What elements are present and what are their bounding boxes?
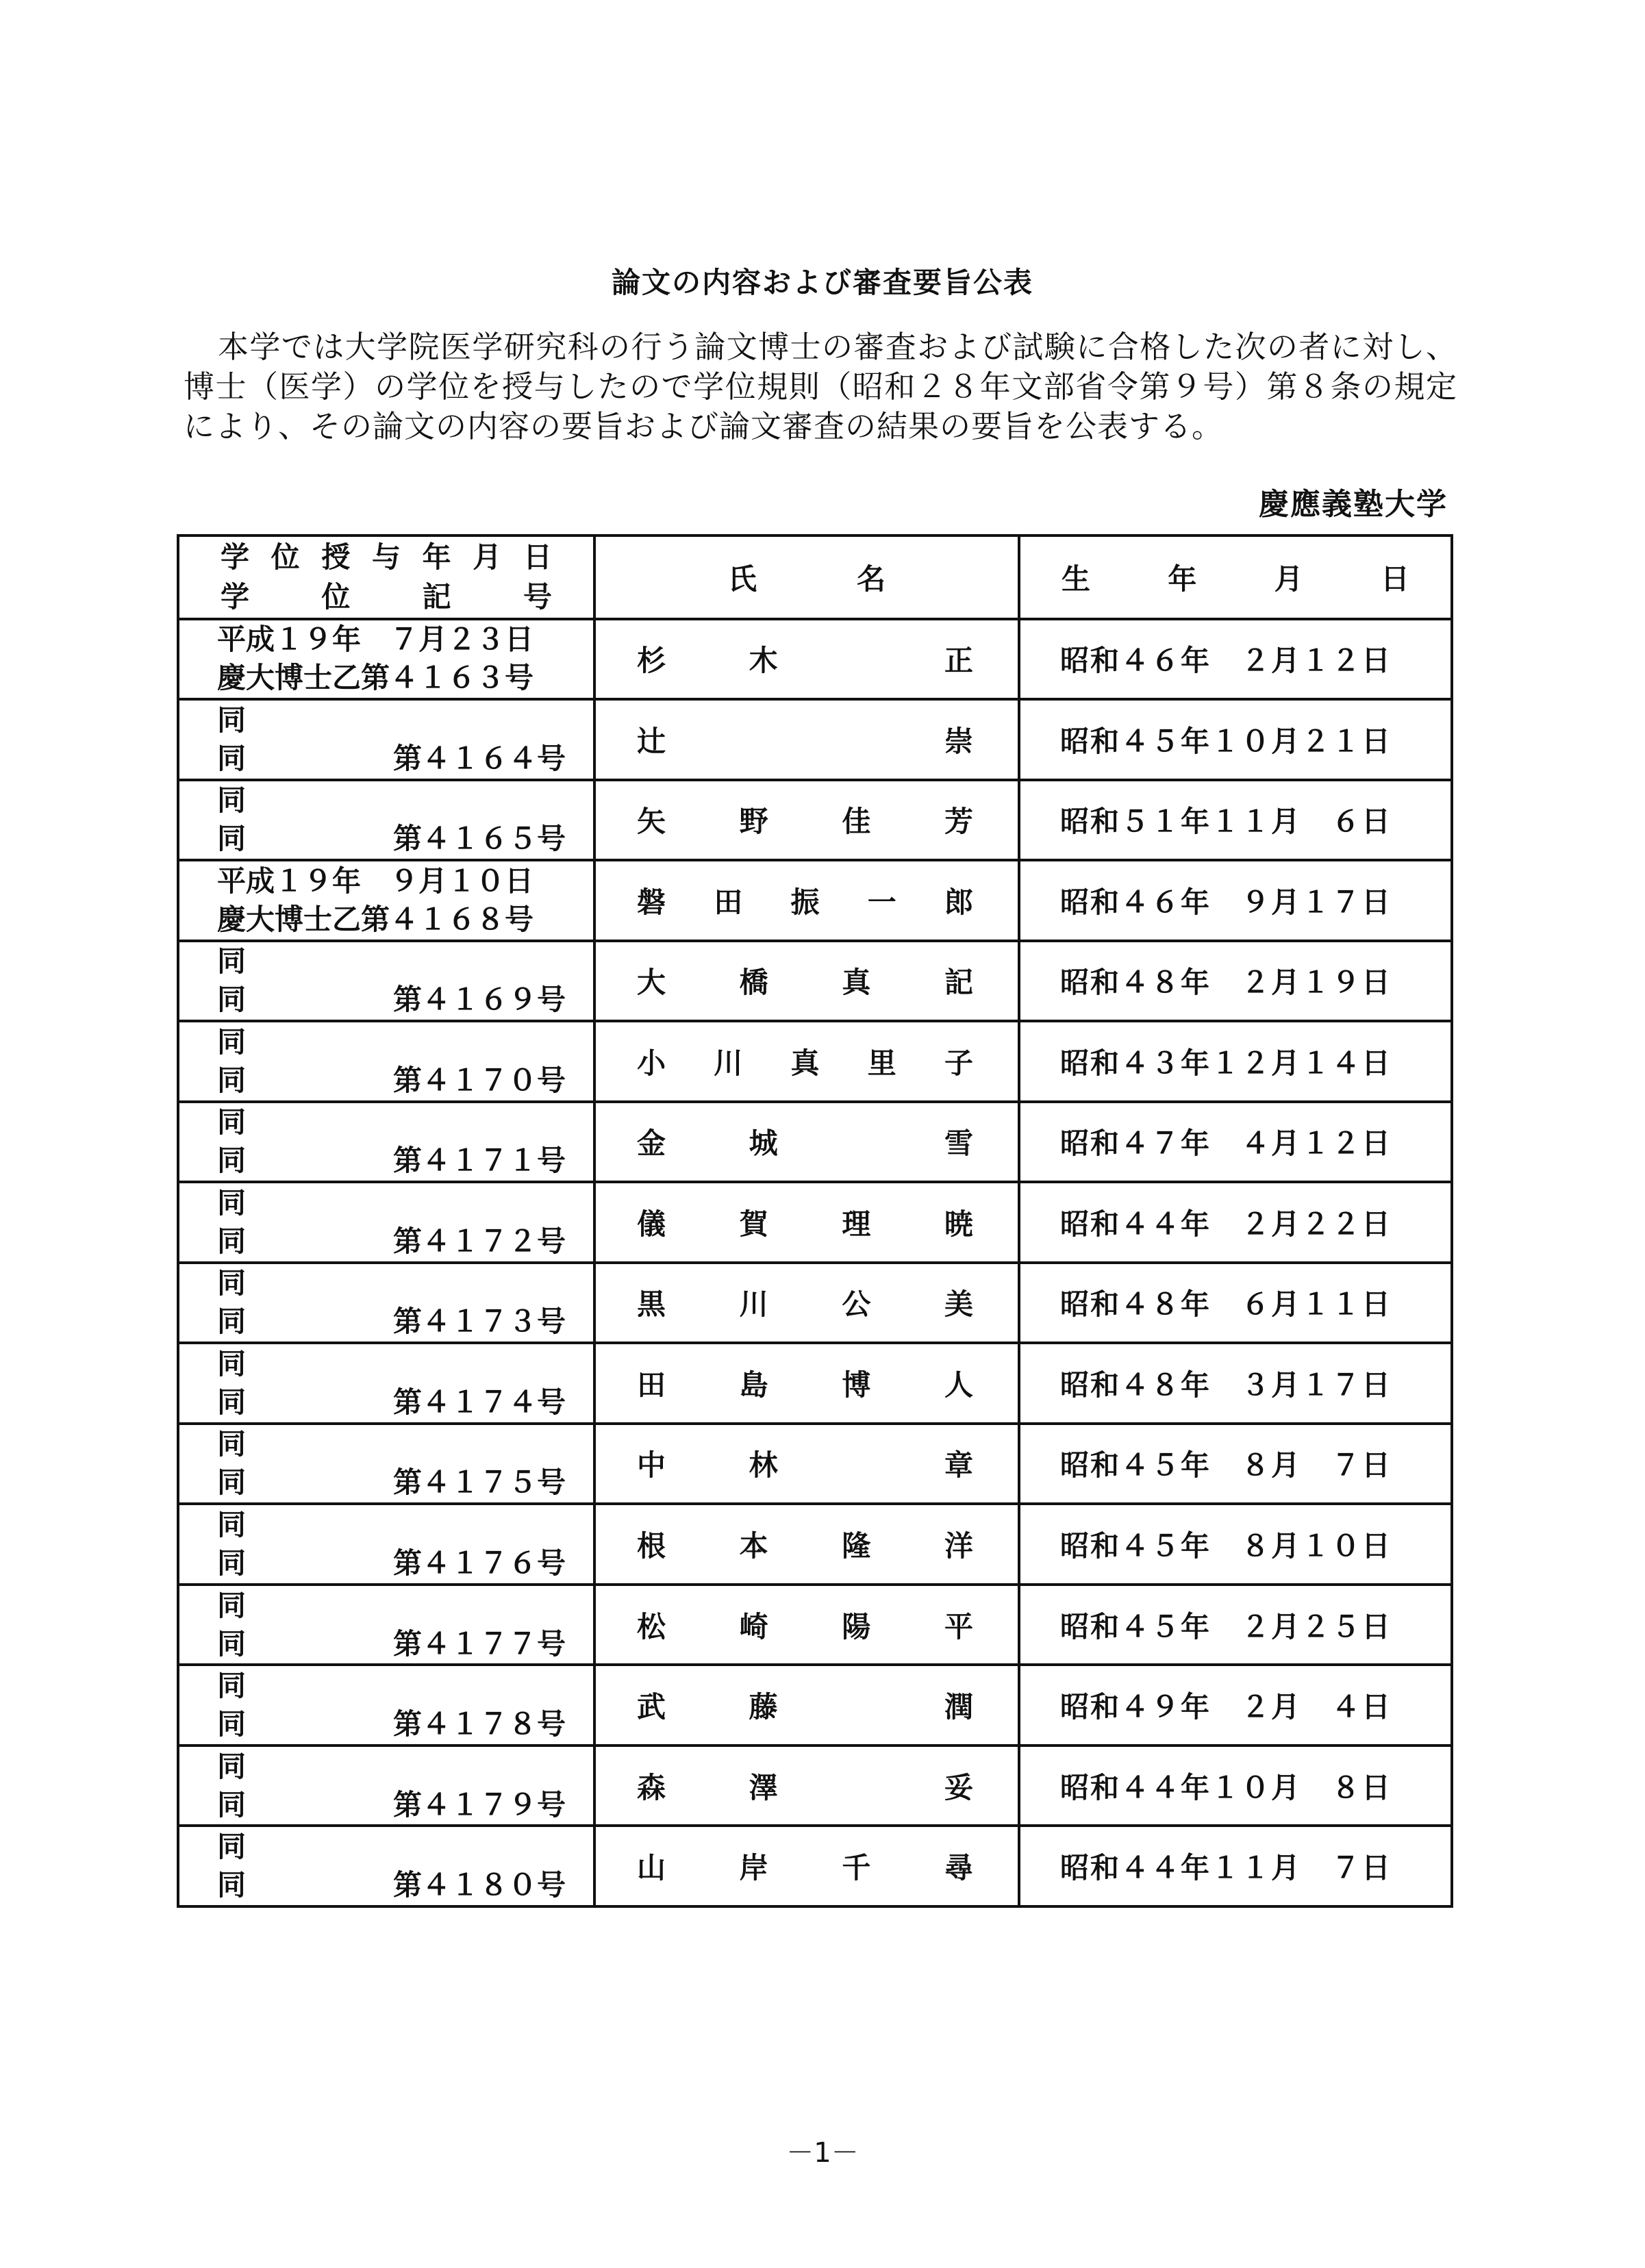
degree-number: 第４１７９号: [392, 1787, 566, 1822]
birthdate: 昭和４４年１０月 ８日: [1060, 1770, 1392, 1804]
name-cell: [594, 1585, 1019, 1665]
name-char: 澤: [749, 1770, 778, 1804]
ditto-mark: 同: [217, 1063, 247, 1097]
conferral-cell: [178, 860, 594, 941]
name-cell: [594, 1424, 1019, 1504]
degree-number-line: [217, 1625, 566, 1663]
conferral-cell: [178, 1424, 594, 1504]
person-name: [596, 1685, 1018, 1726]
name-cell: [594, 1343, 1019, 1424]
name-char: 根: [637, 1529, 666, 1563]
name-char: 芳: [944, 805, 973, 839]
name-char: 儀: [637, 1207, 666, 1241]
degree-number-line: [217, 1786, 566, 1824]
name-cell: [594, 1746, 1019, 1826]
name-char: 田: [637, 1368, 666, 1402]
header-char: 年: [1168, 562, 1197, 596]
name-char: 公: [842, 1287, 871, 1322]
person-name: [596, 719, 1018, 760]
birthdate-cell: [1019, 1746, 1452, 1826]
table-row: [178, 1343, 1452, 1424]
header-char: 学: [221, 579, 250, 614]
name-char: 岸: [739, 1851, 768, 1885]
birthdate-cell: [1019, 1424, 1452, 1504]
degree-number: 第４１６９号: [392, 983, 566, 1017]
header-char: 与: [371, 540, 401, 574]
degree-number: 慶大博士乙第４１６３号: [217, 661, 534, 695]
name-cell: [594, 780, 1019, 861]
name-cell: [594, 941, 1019, 1022]
name-char: 陽: [842, 1609, 871, 1643]
header-name: [596, 557, 1018, 598]
person-name: [596, 1765, 1018, 1806]
birthdate: 昭和４８年 ６月１１日: [1060, 1287, 1392, 1322]
name-char: 正: [944, 644, 973, 678]
name-char: 橋: [739, 966, 768, 1000]
birthdate-cell: [1019, 780, 1452, 861]
birthdate-cell: [1019, 619, 1452, 700]
conferral-cell: [178, 1021, 594, 1102]
table-row: [178, 1585, 1452, 1665]
name-char: 一: [867, 885, 896, 919]
name-char: 木: [749, 644, 778, 678]
conferral-date: 平成１９年 ７月２３日: [217, 622, 534, 657]
conferral-cell: [178, 1343, 594, 1424]
person-name: [596, 1121, 1018, 1162]
ditto-mark: 同: [217, 983, 247, 1017]
intro-paragraph: 本学では大学院医学研究科の行う論文博士の審査および試験に合格した次の者に対し、博士（医学）の学位を授与したので学位規則（昭和２８年文部省令第９号）第８条の規定により、その論文の内容の要旨および論文審査の結果の要旨を公表する。: [184, 329, 1457, 444]
header-char: 名: [856, 562, 886, 596]
birthdate: 昭和４８年 ３月１７日: [1060, 1368, 1392, 1402]
name-cell: [594, 1182, 1019, 1263]
name-cell: [594, 619, 1019, 700]
ditto-mark: 同: [217, 1385, 247, 1419]
birthdate: 昭和４６年 ２月１２日: [1060, 644, 1392, 678]
degree-number-line: [217, 1866, 566, 1904]
conferral-date: 同: [217, 783, 247, 818]
birthdate: 昭和４４年１１月 ７日: [1060, 1851, 1392, 1885]
conferral-cell: [178, 941, 594, 1022]
person-name: [596, 1041, 1018, 1082]
table-row: [178, 1504, 1452, 1585]
header-char: 位: [271, 540, 300, 574]
name-char: 島: [739, 1368, 768, 1402]
name-char: 雪: [944, 1126, 973, 1161]
name-cell: [594, 1504, 1019, 1585]
page-number: －1－: [786, 2137, 859, 2169]
degree-number: 第４１７８号: [392, 1707, 566, 1741]
header-char: 日: [1380, 562, 1409, 596]
conferral-date: 同: [217, 1024, 247, 1059]
university-name: 慶應義塾大学: [1259, 487, 1448, 522]
header-char: 号: [523, 579, 552, 614]
conferral-date: 同: [217, 1830, 247, 1864]
name-char: 潤: [944, 1690, 973, 1724]
birthdate: 昭和５１年１１月 ６日: [1060, 805, 1392, 839]
table-row: [178, 699, 1452, 780]
birthdate: 昭和４７年 ４月１２日: [1060, 1126, 1392, 1161]
degree-table-body: [178, 536, 1452, 1906]
name-char: 崇: [944, 724, 973, 758]
conferral-cell: [178, 1182, 594, 1263]
name-char: 記: [944, 966, 973, 1000]
conferral-date: 同: [217, 1669, 247, 1703]
degree-number: 第４１７７号: [392, 1626, 566, 1661]
table-row: [178, 1263, 1452, 1344]
table-row: [178, 1746, 1452, 1826]
header-char: 年: [422, 540, 451, 574]
degree-number: 慶大博士乙第４１６８号: [217, 902, 534, 936]
table-row: [178, 1665, 1452, 1746]
document-title: 論文の内容および審査要旨公表: [611, 266, 1033, 299]
table-row: [178, 1102, 1452, 1183]
degree-number-line: [217, 1302, 566, 1341]
name-cell: [594, 699, 1019, 780]
degree-number-line: [217, 1061, 566, 1100]
header-conferral-date: [179, 538, 593, 577]
header-degree-number: [179, 577, 593, 617]
ditto-mark: 同: [217, 822, 247, 856]
header-name-cell: [594, 536, 1019, 619]
birthdate-cell: [1019, 860, 1452, 941]
conferral-cell: [178, 1263, 594, 1344]
birthdate-cell: [1019, 699, 1452, 780]
conferral-date: 同: [217, 1508, 247, 1541]
conferral-cell: [178, 1826, 594, 1906]
header-char: 記: [422, 579, 451, 614]
name-cell: [594, 1826, 1019, 1906]
name-char: 崎: [739, 1609, 768, 1643]
conferral-date: 同: [217, 703, 247, 737]
ditto-mark: 同: [217, 1144, 247, 1178]
degree-number-line: [217, 1222, 566, 1261]
name-char: 理: [842, 1207, 871, 1241]
person-name: [596, 1282, 1018, 1323]
birthdate: 昭和４８年 ２月１９日: [1060, 966, 1392, 1000]
name-char: 美: [944, 1287, 973, 1322]
birthdate-cell: [1019, 1102, 1452, 1183]
degree-number-line: [217, 1383, 566, 1422]
conferral-date: 同: [217, 1105, 247, 1139]
name-char: 林: [749, 1448, 778, 1483]
birthdate-cell: [1019, 1343, 1452, 1424]
degree-number-line: [217, 981, 566, 1019]
person-name: [596, 1363, 1018, 1404]
conferral-date: 同: [217, 1185, 247, 1220]
conferral-date: 同: [217, 1266, 247, 1300]
birthdate-cell: [1019, 1021, 1452, 1102]
ditto-mark: 同: [217, 741, 247, 775]
ditto-mark: 同: [217, 1305, 247, 1339]
birthdate: 昭和４５年１０月２１日: [1060, 724, 1392, 758]
name-char: 里: [867, 1046, 896, 1080]
ditto-mark: 同: [217, 1546, 247, 1580]
person-name: [596, 1202, 1018, 1243]
table-row: [178, 1021, 1452, 1102]
conferral-date: 同: [217, 1346, 247, 1381]
ditto-mark: 同: [217, 1707, 247, 1741]
header-char: 月: [473, 540, 502, 574]
degree-number-line: [217, 1544, 566, 1583]
table-row: [178, 860, 1452, 941]
table-row: [178, 619, 1452, 700]
conferral-cell: [178, 1504, 594, 1585]
degree-number: 第４１７６号: [392, 1546, 566, 1580]
conferral-date: 平成１９年 ９月１０日: [217, 864, 534, 898]
birthdate-cell: [1019, 1504, 1452, 1585]
name-char: 小: [637, 1046, 666, 1080]
name-char: 野: [739, 805, 768, 839]
name-char: 子: [944, 1046, 973, 1080]
conferral-date: 同: [217, 1427, 247, 1461]
conferral-date: 同: [217, 1588, 247, 1622]
birthdate: 昭和４９年 ２月 ４日: [1060, 1690, 1392, 1724]
conferral-date: 同: [217, 1749, 247, 1783]
degree-number: 第４１６５号: [392, 822, 566, 856]
degree-number-line: [217, 740, 566, 778]
name-char: 松: [637, 1609, 666, 1643]
name-char: 磐: [637, 885, 666, 919]
name-char: 賀: [739, 1207, 768, 1241]
name-char: 洋: [944, 1529, 973, 1563]
ditto-mark: 同: [217, 1465, 247, 1500]
name-char: 田: [714, 885, 743, 919]
name-cell: [594, 1263, 1019, 1344]
birthdate-cell: [1019, 1182, 1452, 1263]
name-char: 川: [714, 1046, 743, 1080]
name-char: 振: [790, 885, 820, 919]
birthdate-cell: [1019, 941, 1452, 1022]
header-birthdate-cell: [1019, 536, 1452, 619]
birthdate: 昭和４５年 ２月２５日: [1060, 1609, 1392, 1643]
name-char: 人: [944, 1368, 973, 1402]
name-char: 本: [739, 1529, 768, 1563]
person-name: [596, 638, 1018, 679]
birthdate: 昭和４６年 ９月１７日: [1060, 885, 1392, 919]
name-char: 大: [637, 966, 666, 1000]
conferral-cell: [178, 1746, 594, 1826]
name-char: 博: [842, 1368, 871, 1402]
person-name: [596, 799, 1018, 840]
conferral-cell: [178, 699, 594, 780]
birthdate-cell: [1019, 1665, 1452, 1746]
conferral-cell: [178, 1102, 594, 1183]
name-char: 森: [637, 1770, 666, 1804]
birthdate: 昭和４３年１２月１４日: [1060, 1046, 1392, 1080]
name-cell: [594, 1021, 1019, 1102]
birthdate-cell: [1019, 1585, 1452, 1665]
degree-number-line: [217, 1463, 566, 1502]
table-header-row: [178, 536, 1452, 619]
header-char: 氏: [727, 562, 757, 596]
conferral-date: 同: [217, 944, 247, 979]
birthdate-cell: [1019, 1263, 1452, 1344]
header-birthdate: [1020, 557, 1451, 598]
degree-number-line: [217, 1705, 566, 1743]
name-char: 真: [790, 1046, 820, 1080]
table-row: [178, 1424, 1452, 1504]
degree-number: 第４１７５号: [392, 1465, 566, 1500]
ditto-mark: 同: [217, 1626, 247, 1661]
person-name: [596, 1443, 1018, 1484]
name-char: 暁: [944, 1207, 973, 1241]
table-row: [178, 1826, 1452, 1906]
birthdate: 昭和４５年 ８月 ７日: [1060, 1448, 1392, 1483]
table-row: [178, 780, 1452, 861]
name-char: 辻: [637, 724, 666, 758]
conferral-cell: [178, 619, 594, 700]
name-cell: [594, 860, 1019, 941]
person-name: [596, 1845, 1018, 1887]
name-char: 千: [842, 1851, 871, 1885]
name-char: 章: [944, 1448, 973, 1483]
name-char: 真: [842, 966, 871, 1000]
header-char: 月: [1274, 562, 1303, 596]
name-char: 平: [944, 1609, 973, 1643]
degree-number: 第４１７１号: [392, 1144, 566, 1178]
name-char: 藤: [749, 1690, 778, 1724]
table-row: [178, 1182, 1452, 1263]
conferral-cell: [178, 1585, 594, 1665]
degree-number: 第４１７２号: [392, 1224, 566, 1258]
header-char: 授: [321, 540, 351, 574]
conferral-cell: [178, 1665, 594, 1746]
name-char: 佳: [842, 805, 871, 839]
person-name: [596, 1604, 1018, 1646]
birthdate: 昭和４４年 ２月２２日: [1060, 1207, 1392, 1241]
person-name: [596, 1524, 1018, 1565]
name-char: 武: [637, 1690, 666, 1724]
degree-number: 第４１８０号: [392, 1868, 566, 1902]
person-name: [596, 880, 1018, 921]
name-char: 川: [739, 1287, 768, 1322]
birthdate-cell: [1019, 1826, 1452, 1906]
name-char: 妥: [944, 1770, 973, 1804]
name-char: 杉: [637, 644, 666, 678]
person-name: [596, 960, 1018, 1001]
ditto-mark: 同: [217, 1224, 247, 1258]
degree-number-line: [217, 820, 566, 858]
name-char: 黒: [637, 1287, 666, 1322]
degree-number: 第４１７０号: [392, 1063, 566, 1097]
degree-table: [177, 534, 1453, 1908]
header-char: 日: [523, 540, 552, 574]
name-cell: [594, 1665, 1019, 1746]
name-char: 郎: [944, 885, 973, 919]
degree-number: 第４１７４号: [392, 1385, 566, 1419]
header-char: 生: [1062, 562, 1091, 596]
name-char: 尋: [944, 1851, 973, 1885]
name-cell: [594, 1102, 1019, 1183]
name-char: 隆: [842, 1529, 871, 1563]
table-row: [178, 941, 1452, 1022]
name-char: 矢: [637, 805, 666, 839]
degree-number: 第４１６４号: [392, 741, 566, 775]
ditto-mark: 同: [217, 1787, 247, 1822]
header-conferral-cell: [178, 536, 594, 619]
header-char: 学: [221, 540, 250, 574]
header-char: 位: [321, 579, 351, 614]
name-char: 中: [637, 1448, 666, 1483]
birthdate: 昭和４５年 ８月１０日: [1060, 1529, 1392, 1563]
ditto-mark: 同: [217, 1868, 247, 1902]
degree-number: 第４１７３号: [392, 1305, 566, 1339]
degree-number-line: [217, 1142, 566, 1180]
name-char: 城: [749, 1126, 778, 1161]
conferral-cell: [178, 780, 594, 861]
name-char: 金: [637, 1126, 666, 1161]
name-char: 山: [637, 1851, 666, 1885]
